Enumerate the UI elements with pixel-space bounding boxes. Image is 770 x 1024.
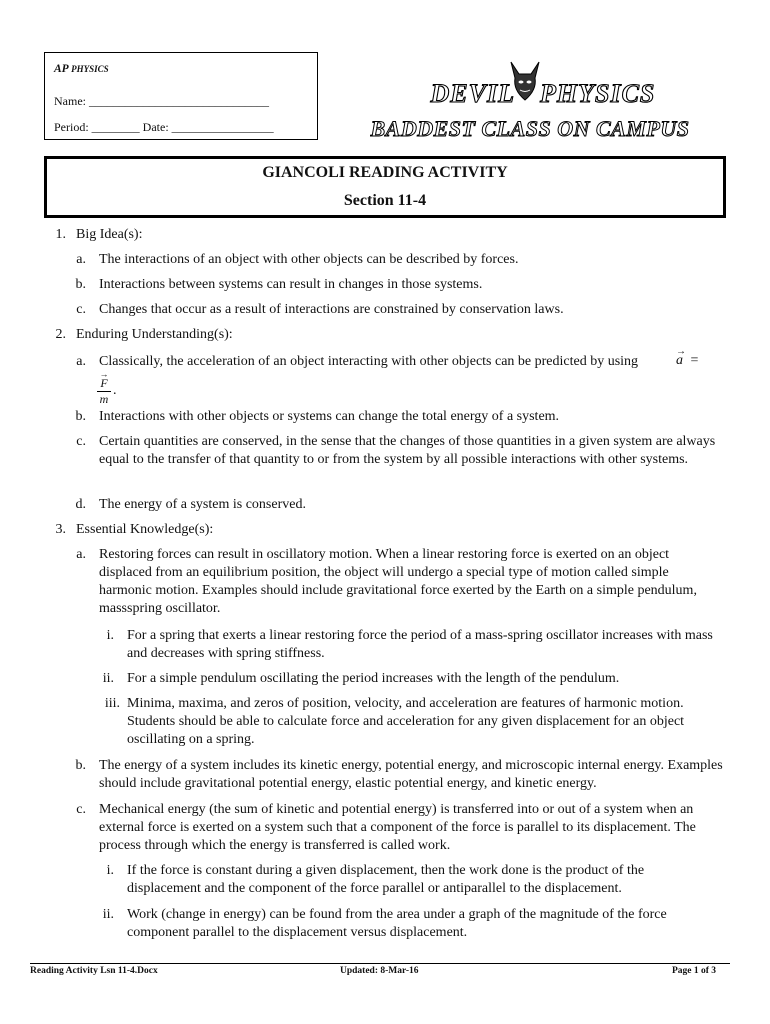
item-marker: c. [76, 434, 86, 449]
item-marker: b. [75, 277, 86, 292]
list-item: Mechanical energy (the sum of kinetic and potential energy) is transferred into or out of a system when an external force is exerted on a system such that a component of the force is parallel to its displacement. The process through which the energy is transferred is called work. [99, 802, 696, 853]
item-marker: ii. [102, 907, 114, 922]
list-item: Interactions between systems can result in changes in those systems. [99, 277, 483, 292]
item-marker: iii. [104, 696, 120, 711]
list-item: The energy of a system includes its kinetic energy, potential energy, and microscopic internal energy. Examples should include gravitational potential energy, elastic potential energy, and kinetic energy. [99, 758, 723, 791]
formula-equals: = [690, 353, 699, 368]
logo-line2: BADDEST CLASS ON CAMPUS [370, 116, 690, 141]
footer-divider [30, 963, 730, 964]
outline-heading: Enduring Understanding(s): [76, 327, 233, 342]
formula-denominator: m [99, 392, 109, 406]
student-info-box [44, 52, 318, 140]
vector-arrow-icon: → [99, 369, 109, 379]
document-title: GIANCOLI READING ACTIVITY [262, 164, 508, 181]
outline-heading: Essential Knowledge(s): [76, 522, 214, 537]
item-marker: a. [76, 252, 86, 267]
item-marker: b. [75, 758, 86, 773]
formula-fraction [97, 371, 111, 406]
logo-line1-right: PHYSICS [540, 79, 656, 108]
list-item: For a spring that exerts a linear restoring force the period of a mass-spring oscillator increases with mass and decreases with spring stiffness. [127, 628, 713, 661]
devil-physics-logo [370, 58, 690, 146]
section-title: Section 11-4 [343, 192, 427, 209]
list-item: The interactions of an object with other objects can be described by forces. [99, 252, 519, 267]
footer-updated: Updated: 8-Mar-16 [340, 966, 419, 976]
list-item: Restoring forces can result in oscillatory motion. When a linear restoring force is exerted on an object displaced from an equilibrium position, the object will undergo a special type of motion called simple harmonic motion. Examples should include gravitational force exerted by the Earth on a simple pendulum, massspring oscillator. [99, 547, 697, 616]
devil-head-icon [511, 62, 539, 100]
formula-lhs [676, 346, 699, 370]
list-item: Certain quantities are conserved, in the sense that the changes of those quantities in a given system are always equal to the transfer of that quantity to or from the system by all possible interactions with other systems. [99, 434, 716, 467]
item-marker: 2. [55, 327, 66, 342]
formula-a: a [676, 353, 683, 368]
list-item: Classically, the acceleration of an object interacting with other objects can be predicted by using [99, 354, 639, 369]
list-item: Minima, maxima, and zeros of position, velocity, and acceleration are features of harmonic motion. Students should be able to calculate force and acceleration for any given displacement for an object oscillating on a spring. [127, 696, 685, 747]
item-marker: a. [76, 547, 86, 562]
item-marker: a. [76, 354, 86, 369]
item-marker: b. [75, 409, 86, 424]
formula-period: . [113, 383, 117, 398]
item-marker: c. [76, 302, 86, 317]
vector-arrow-icon: → [676, 346, 686, 357]
formula-numerator: F [100, 376, 108, 390]
item-marker: ii. [102, 671, 114, 686]
title-box [44, 156, 726, 218]
outline-heading: Big Idea(s): [76, 227, 143, 242]
logo-line1-left: DEVIL [430, 79, 515, 108]
course-prefix: AP [54, 63, 72, 75]
list-item: For a simple pendulum oscillating the period increases with the length of the pendulum. [127, 671, 620, 686]
name-field[interactable]: Name: ______________________________ [54, 94, 269, 108]
list-item: Interactions with other objects or systems can change the total energy of a system. [99, 409, 560, 424]
course-label [54, 63, 109, 75]
footer-page-number: Page 1 of 3 [672, 966, 717, 976]
list-item: If the force is constant during a given displacement, then the work done is the product of the displacement and the component of the force parallel or antiparallel to the displacement. [127, 863, 645, 896]
item-marker: 3. [55, 522, 66, 537]
course-name: PHYSICS [71, 64, 109, 74]
list-item: The energy of a system is conserved. [99, 497, 306, 512]
list-item: Work (change in energy) can be found from the area under a graph of the magnitude of the force component parallel to the displacement versus displacement. [127, 907, 667, 940]
item-marker: d. [75, 497, 86, 512]
item-marker: i. [106, 628, 114, 643]
period-date-field[interactable]: Period: ________ Date: _________________ [54, 120, 274, 134]
footer-filename: Reading Activity Lsn 11-4.Docx [30, 966, 158, 976]
list-item: Changes that occur as a result of interactions are constrained by conservation laws. [99, 302, 564, 317]
item-marker: c. [76, 802, 86, 817]
item-marker: i. [106, 863, 114, 878]
item-marker: 1. [55, 227, 66, 242]
